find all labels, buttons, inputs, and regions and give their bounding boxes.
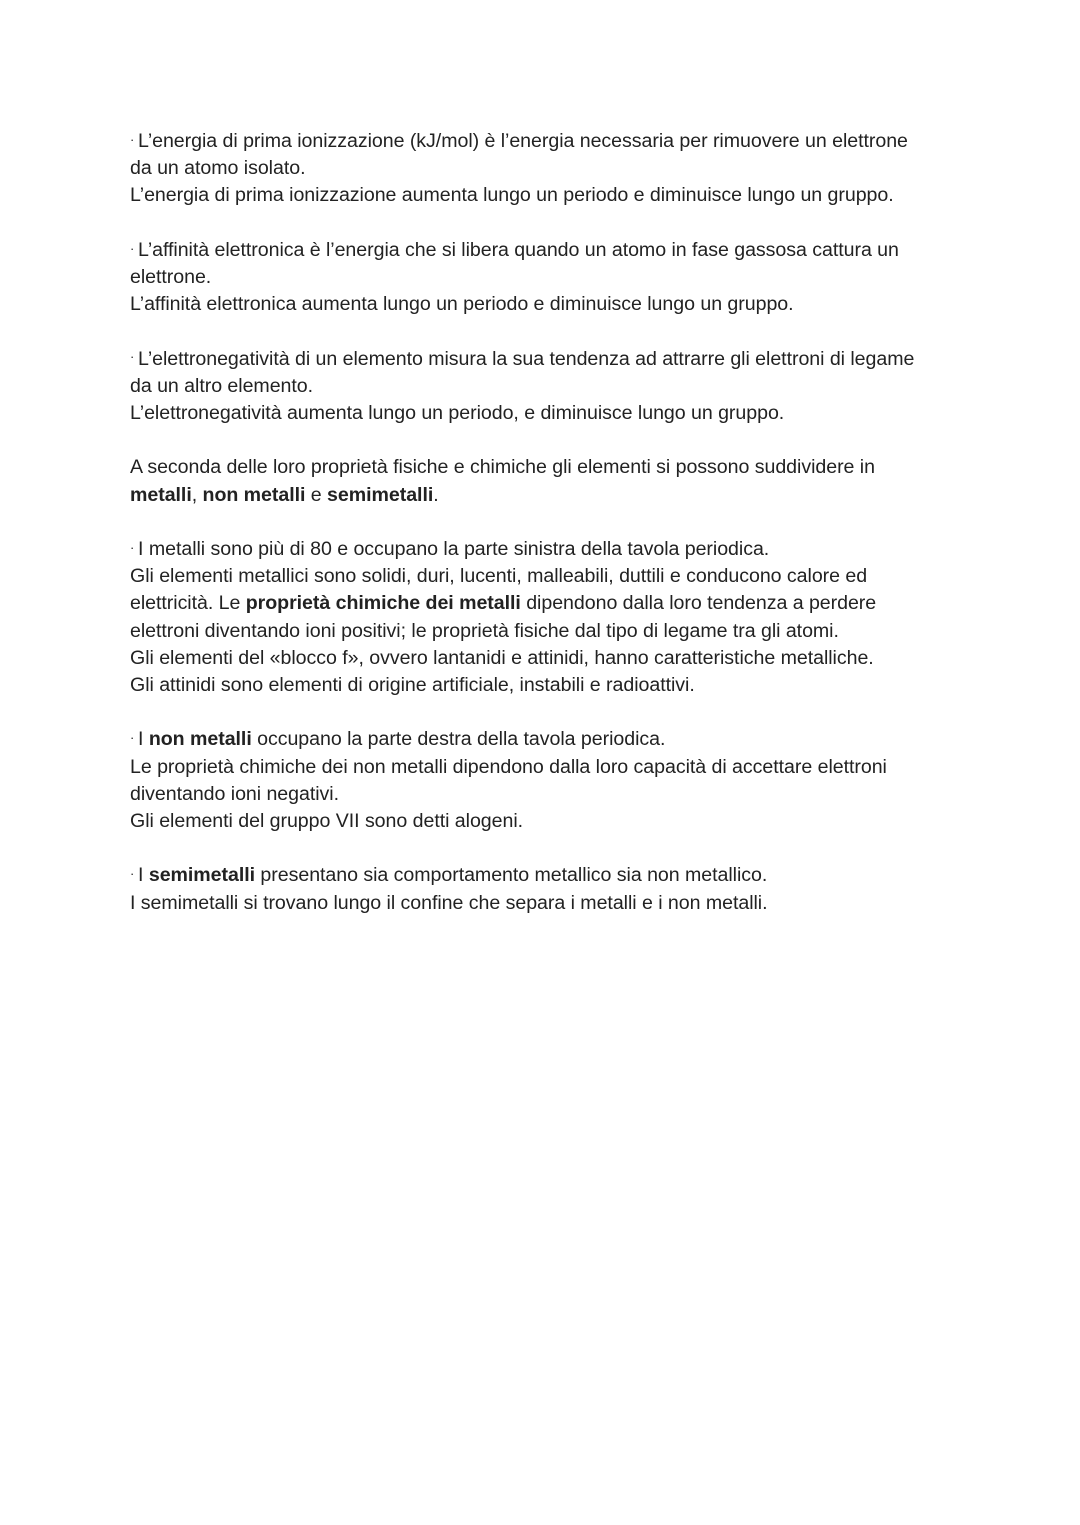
text-line — [130, 182, 970, 209]
paragraph — [130, 862, 970, 916]
bold-term: non metalli — [148, 728, 252, 751]
text-run: Gli elementi del gruppo VII sono detti alogeni. — [130, 810, 524, 832]
paragraph — [130, 128, 970, 210]
text-line — [130, 482, 970, 509]
text-line — [130, 454, 970, 481]
text-run: A seconda delle loro proprietà fisiche e chimiche gli elementi si possono suddividere in — [130, 456, 875, 479]
text-line — [130, 400, 970, 427]
bullet-icon: · — [130, 866, 135, 882]
bold-term: semimetalli — [327, 483, 434, 506]
paragraph — [130, 346, 970, 428]
paragraph — [130, 726, 970, 835]
text-run: L’elettronegatività di un elemento misura la sua tendenza ad attrarre gli elettroni di legame — [138, 347, 915, 370]
text-run: elettroni diventando ioni positivi; le proprietà fisiche dal tipo di legame tra gli atomi. — [130, 619, 839, 642]
text-run: Gli elementi del «blocco f», ovvero lantanidi e attinidi, hanno caratteristiche metalliche. — [130, 646, 874, 669]
text-run: dipendono dalla loro tendenza a perdere — [520, 592, 877, 615]
text-line — [130, 890, 970, 917]
text-line — [130, 618, 970, 645]
text-run: L’elettronegatività aumenta lungo un periodo, e diminuisce lungo un gruppo. — [130, 402, 785, 424]
text-run: elettricità. Le — [130, 592, 246, 615]
text-line — [130, 237, 970, 264]
bullet-icon: · — [130, 240, 135, 256]
paragraph — [130, 536, 970, 699]
text-run: diventando ioni negativi. — [130, 782, 339, 805]
text-line — [130, 726, 970, 753]
text-line — [130, 808, 970, 835]
text-run: da un altro elemento. — [130, 374, 314, 397]
text-run: occupano la parte destra della tavola periodica. — [251, 728, 666, 751]
text-run: Gli attinidi sono elementi di origine artificiale, instabili e radioattivi. — [130, 674, 695, 696]
bold-term: non metalli — [202, 483, 306, 506]
bullet-icon: · — [130, 131, 135, 147]
bullet-icon: · — [130, 349, 135, 365]
text-line — [130, 373, 970, 400]
bold-term: semimetalli — [148, 864, 256, 887]
text-line — [130, 128, 970, 155]
bullet-icon: · — [130, 730, 135, 746]
paragraph — [130, 454, 970, 508]
text-line — [130, 590, 970, 617]
text-run: , — [191, 483, 203, 506]
text-line — [130, 862, 970, 889]
text-run: I metalli sono più di 80 e occupano la parte sinistra della tavola periodica. — [138, 537, 770, 560]
text-run: elettrone. — [130, 266, 212, 288]
paragraph — [130, 237, 970, 319]
text-run: I semimetalli si trovano lungo il confine che separa i metalli e i non metalli. — [130, 891, 768, 914]
text-run: L’affinità elettronica aumenta lungo un periodo e diminuisce lungo un gruppo. — [130, 293, 794, 316]
text-line — [130, 264, 970, 291]
text-run: . — [433, 483, 439, 506]
text-line — [130, 781, 970, 808]
text-run: da un atomo isolato. — [130, 157, 306, 180]
text-run: I — [138, 728, 149, 751]
text-run: L’energia di prima ionizzazione aumenta lungo un periodo e diminuisce lungo un gruppo. — [130, 184, 894, 207]
text-run: L’affinità elettronica è l’energia che si libera quando un atomo in fase gassosa cattura un — [138, 238, 899, 261]
text-line — [130, 155, 970, 182]
text-line — [130, 645, 970, 672]
text-run: I — [138, 864, 149, 887]
text-run: presentano sia comportamento metallico sia non metallico. — [255, 864, 768, 887]
text-line — [130, 672, 970, 699]
text-run: Le proprietà chimiche dei non metalli dipendono dalla loro capacità di accettare elettroni — [130, 755, 887, 778]
text-line — [130, 754, 970, 781]
text-run: e — [305, 483, 328, 506]
bold-term: proprietà chimiche dei metalli — [245, 592, 521, 615]
bullet-icon: · — [130, 539, 135, 555]
text-line — [130, 536, 970, 563]
document-page — [130, 128, 970, 917]
text-line — [130, 291, 970, 318]
text-line — [130, 563, 970, 590]
text-run: Gli elementi metallici sono solidi, duri, lucenti, malleabili, duttili e conducono calore ed — [130, 565, 868, 588]
text-line — [130, 346, 970, 373]
bold-term: metalli — [130, 483, 192, 506]
text-run: L’energia di prima ionizzazione (kJ/mol) è l’energia necessaria per rimuovere un elettrone — [138, 130, 908, 152]
